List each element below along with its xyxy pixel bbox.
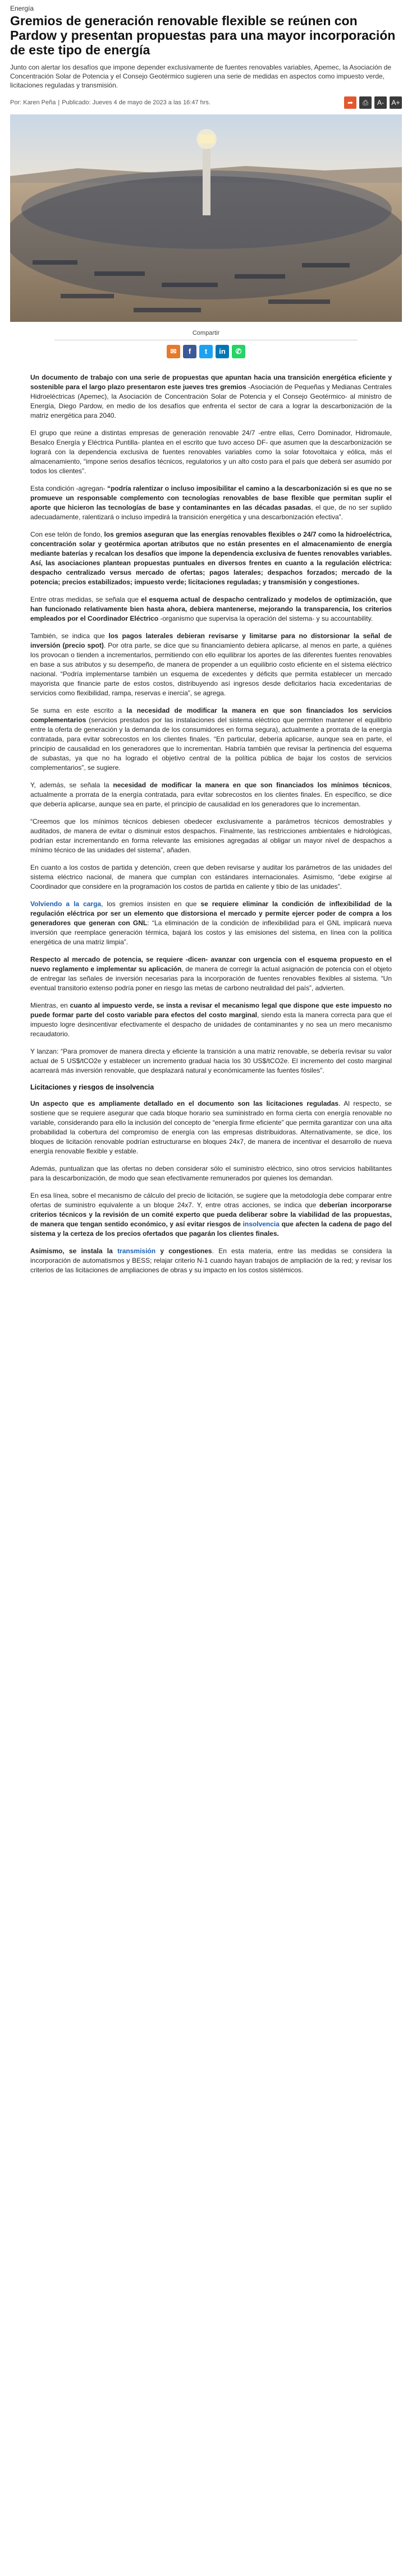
paragraph-text: En esa línea, sobre el mecanismo de cálculo del precio de licitación, se sugiere que la metodología debe comparar entre ofertas de suministro equivalente a un bloque 24x7. Y, entre otras acciones, se indica que: [30, 1192, 392, 1209]
article-paragraph: [30, 817, 392, 855]
byline-separator: |: [58, 99, 60, 106]
article-body: [0, 373, 412, 1275]
paragraph-text: , el que, de no ser suplido adecuadamente, ralentizará o incluso impedirá la transición energética y una descarbonización efectiva”.: [30, 504, 392, 521]
headline: Gremios de generación renovable flexible se reúnen con Pardow y presentan propuestas para una mayor incorporación de este tipo de energía: [10, 13, 396, 57]
twitter-icon[interactable]: t: [199, 345, 213, 358]
paragraph-text: : “La eliminación de la condición de inflexibilidad para el GNL implicará nueva inversión que reemplace generación térmica, bajará los costos y las emisiones del sistema, en línea con la política energética de una matriz limpia”.: [30, 919, 392, 946]
paragraph-text: -Asociación de Pequeñas y Medianas Centrales Hidroeléctricas (Apemec), la Asociación de Concentración Solar de Potencia y el Consejo Geotérmico- al ministro de Energía, Diego Pardow, en medio de los desafíos que enfrenta el sector de cara a lograr la descarbonización de la matriz energética para 2040.: [30, 383, 392, 419]
article-header: [0, 0, 412, 109]
byline-row: [10, 96, 402, 109]
article-paragraph: [30, 781, 392, 809]
bold-text: que afecten la cadena de pago del sistema y la certeza de los precios ofertados que pagarán los clientes finales.: [30, 1220, 392, 1238]
share-label: Compartir: [192, 330, 220, 336]
bold-text: y congestiones: [155, 1247, 212, 1255]
bold-text: deberían incorporarse criterios técnicos y la revisión de un comité experto que pueda deliberar sobre la viabilidad de las propuestas, de manera que tengan sentido económico, y así evitar riesgos de: [30, 1201, 392, 1228]
byline: [10, 99, 210, 106]
bold-text: Asimismo, se instala la: [30, 1247, 118, 1255]
bold-text: el esquema actual de despacho centralizado y modelos de optimización, que han funcionado relativamente bien hasta ahora, debiera mantenerse, mejorando la transparencia, los criterios empleados por el Coordinador Eléctrico: [30, 595, 392, 622]
article-paragraph: [30, 428, 392, 476]
bold-text: los gremios aseguran que las energías renovables flexibles o 24/7 como la hidroeléctrica, concentración solar y geotérmica aportan atributos que no están presentes en el almacenamiento de energía mediante baterías y recalcan los desafíos que impone la dependencia exclusiva de fuentes renovables variables. Así, las asociaciones plantean propuestas puntuales en diversos frentes en cuanto a la regulación eléctrica: despacho centralizado versus mercado de ofertas; pagos laterales; despachos forzados; mercado de la potencia; precios estabilizados; impuesto verde; licitaciones reguladas; y transmisión y congestiones.: [30, 530, 392, 586]
paragraph-text: . En esta materia, entre las medidas se considera la incorporación de automatismos y BESS; relajar criterio N-1 cuando hayan trabajos de ampliación de la red; y revisar los criterios de las licitaciones de ampliaciones de obras y su impacto en los costos sistémicos.: [30, 1247, 392, 1274]
paragraph-text: Se suma en este escrito a: [30, 707, 127, 714]
inline-link[interactable]: Volviendo a la carga: [30, 900, 102, 908]
share-arrow-icon[interactable]: ➦: [344, 96, 356, 109]
article-paragraph: [30, 955, 392, 993]
hero-image: [10, 114, 402, 322]
bold-text: los pagos laterales debieran revisarse y limitarse para no distorsionar la señal de inversión (precio spot): [30, 632, 392, 649]
paragraph-text: (servicios prestados por las instalaciones del sistema eléctrico que permiten mantener el equilibrio entre la oferta de generación y la demanda de los consumidores en forma segura), actualmente a prorrata de la energía contratada, para evitar sobrecostos en los clientes finales. “En particular, debería aplicarse, aunque sea en parte, el principio de causalidad en los generadores que lo incrementan. Habría también que revisar la pertinencia del esquema de subastas, ya que no ha logrado el objetivo central de la política pública de bajar los costos de servicios complementarios”, se sugiere.: [30, 716, 392, 772]
bold-text: Un aspecto que es ampliamente detallado en el documento son las licitaciones reguladas: [30, 1100, 339, 1107]
paragraph-text: También, se indica que: [30, 632, 109, 640]
print-icon[interactable]: ⎙: [359, 96, 372, 109]
article-paragraph: [30, 1047, 392, 1075]
inline-link[interactable]: insolvencia: [242, 1220, 280, 1228]
article-paragraph: [30, 863, 392, 892]
paragraph-text: Esta condición -agregan-: [30, 484, 107, 492]
paragraph-text: Y lanzan: “Para promover de manera directa y eficiente la transición a una matriz renovable, se debería revisar su valor actual de 5 US$/tCO2e y establecer un incremento gradual hacia los 30 US$/tCO2e. El incremento del costo marginal acarreará más inversión renovable, que desplazará natural y económicamente las fuentes fósiles”.: [30, 1047, 392, 1074]
bold-text: “podría ralentizar o incluso imposibilitar el camino a la descarbonización si es que no se promueve un responsable complemento con tecnologías renovables de base flexible que permitan suplir el aporte que hicieron las tecnologías de base y contaminantes en las décadas pasadas: [30, 484, 392, 511]
paragraph-text: -organismo que supervisa la operación del sistema- y su accountability.: [158, 615, 373, 622]
mail-icon[interactable]: ✉: [167, 345, 180, 358]
paragraph-text: Con ese telón de fondo,: [30, 530, 104, 538]
facebook-icon[interactable]: f: [183, 345, 196, 358]
publish-date: Publicado: Jueves 4 de mayo de 2023 a las 16:47 hrs.: [62, 99, 210, 106]
author: Por: Karen Peña: [10, 99, 56, 106]
article-paragraph: [30, 706, 392, 773]
linkedin-icon[interactable]: in: [216, 345, 229, 358]
paragraph-text: Licitaciones y riesgos de insolvencia: [30, 1083, 154, 1091]
solar-tower-field-image: [10, 114, 402, 322]
bold-text: necesidad de modificar la manera en que son financiados los mínimos técnicos: [113, 781, 390, 789]
bold-text: Un documento de trabajo con una serie de propuestas que apuntan hacia una transición energética eficiente y sostenible para el largo plazo presentaron este jueves tres gremios: [30, 373, 392, 391]
section-heading: [30, 1083, 392, 1091]
font-decrease-button[interactable]: A-: [374, 96, 387, 109]
paragraph-text: Además, puntualizan que las ofertas no deben considerar sólo el suministro eléctrico, sino otros servicios habilitantes para la descarbonización, de modo que sean efectivamente remunerados por quienes los demandan.: [30, 1165, 392, 1182]
paragraph-text: Y, además, se señala la: [30, 781, 113, 789]
paragraph-text: En cuanto a los costos de partida y detención, creen que deben revisarse y auditar los parámetros de las unidades del sistema eléctrico nacional, de manera que cumplan con estándares internacionales. Asimismo, “debe exigirse al Coordinador que considere en la programación los costos de partida en caliente y tibio de las unidades”.: [30, 864, 392, 890]
paragraph-text: Mientras, en: [30, 1001, 70, 1009]
article-paragraph: [30, 530, 392, 587]
article-paragraph: [30, 631, 392, 698]
category-label[interactable]: Energía: [10, 4, 34, 12]
paragraph-text: Entre otras medidas, se señala que: [30, 595, 141, 603]
paragraph-text: . Por otra parte, se dice que su financiamiento debiera aplicarse, al menos en parte, a quiénes los provocan o tienden a incrementarlos, permitiendo con ello equilibrar los aportes de las diferentes fuentes renovables en base a sus atributos y su desempeño, de manera de propender a un equilibrio costo eficiente en el sistema eléctrico nacional. “Podría implementarse también un esquema de excedentes y déficits que permita establecer un mercado mayorista que financie parte de estos costos, distribuyendo así ingresos desde deficitarios hacia excedentarias de servicios como flexibilidad, rampa, reservas e inercia”, se agrega.: [30, 641, 392, 697]
share-icons: [0, 345, 412, 358]
paragraph-text: “Creemos que los mínimos técnicos debiesen obedecer exclusivamente a parámetros técnicos demostrables y auditados, de manera de evitar o disminuir estos despachos. Finalmente, las restricciones ambientales e hidrológicas, podrían estar incrementando en forma relevante las emisiones agregadas al obligar un mayor nivel de despachos a mínimo técnico de las unidades del sistema”, añaden.: [30, 818, 392, 854]
article-paragraph: [30, 595, 392, 624]
lead-text: Junto con alertar los desafíos que impone depender exclusivamente de fuentes renovables variables, Apemec, la Asociación de Concentración Solar de Potencia y el Consejo Geotérmico sugieren una serie de medidas en aspectos como impuesto verde, licitaciones reguladas y transmisión.: [10, 63, 392, 89]
share-section: [0, 330, 412, 358]
paragraph-text: El grupo que reúne a distintas empresas de generación renovable 24/7 -entre ellas, Cerro Dominador, Hidromaule, Besalco Energía y Eléctrica Puntilla- plantea en el escrito que tuvo acceso DF- que asumen que la descarbonización se logrará con la dependencia exclusiva de fuentes renovables variables como la solar fotovoltaica y eólica, más el almacenamiento, “impone serios desafíos técnicos, regulatorios y un alto costo para el país que deberá ser asumido por todos los clientes”.: [30, 429, 392, 475]
bold-text: la necesidad de modificar la manera en que son financiados los servicios complementarios: [30, 707, 392, 724]
article-tools: [344, 96, 402, 109]
inline-link[interactable]: transmisión: [117, 1247, 156, 1255]
paragraph-text: . Al respecto, se sostiene que se requiere asegurar que cada bloque horario sea suministrado en forma cierta con energía renovable no variable, considerando para ello la inclusión del concepto de “energía firme eficiente” que permita garantizar con una alta probabilidad la cobertura del compromiso de energía con las empresas distribuidoras. Alternativamente, se dice, los bloques de licitación renovable podrían estructurarse en bloques 24x7, de manera de incentivar el desarrollo de nueva energía renovable flexible y estable.: [30, 1100, 392, 1155]
article-paragraph: [30, 1247, 392, 1275]
paragraph-text: , los gremios insisten en que: [101, 900, 201, 908]
bold-text: cuanto al impuesto verde, se insta a revisar el mecanismo legal que dispone que este impuesto no puede formar parte del costo variable para efectos del costo marginal: [30, 1001, 392, 1019]
article-paragraph: [30, 1191, 392, 1239]
paragraph-text: , actualmente a prorrata de la energía contratada, para evitar sobrecostos en los clientes finales. En específico, se dice que debería aplicarse, aunque sea en parte, el principio de causalidad en los generadores que lo incrementan.: [30, 781, 392, 808]
font-increase-button[interactable]: A+: [390, 96, 402, 109]
bold-text: se requiere eliminar la condición de inflexibilidad de la regulación eléctrica por ser un elemento que distorsiona el mercado y permite ejercer poder de compra a los generadores que generan con GNL: [30, 900, 392, 927]
article-paragraph: [30, 1099, 392, 1156]
paragraph-text: , siendo esta la manera correcta para que el impuesto logre desincentivar efectivamente el despacho de unidades de contaminantes y no sea un mero mecanismo recaudatorio.: [30, 1011, 392, 1038]
article-paragraph: [30, 1164, 392, 1183]
bold-text: Respecto al mercado de potencia, se requiere -dicen- avanzar con urgencia con el esquema propuesto en el nuevo reglamento e implementar su aplicación: [30, 955, 392, 973]
whatsapp-icon[interactable]: ✆: [232, 345, 245, 358]
article-paragraph: [30, 899, 392, 947]
article-paragraph: [30, 373, 392, 421]
paragraph-text: , de manera de corregir la actual asignación de potencia con el objeto de entregar las señales de inversión necesarias para la incorporación de fuentes renovables flexibles al sistema. “Un eventual transitorio extenso podría poner en riesgo las metas de carbono neutralidad del país”, advierten.: [30, 965, 392, 992]
article-paragraph: [30, 1001, 392, 1039]
article-paragraph: [30, 484, 392, 522]
